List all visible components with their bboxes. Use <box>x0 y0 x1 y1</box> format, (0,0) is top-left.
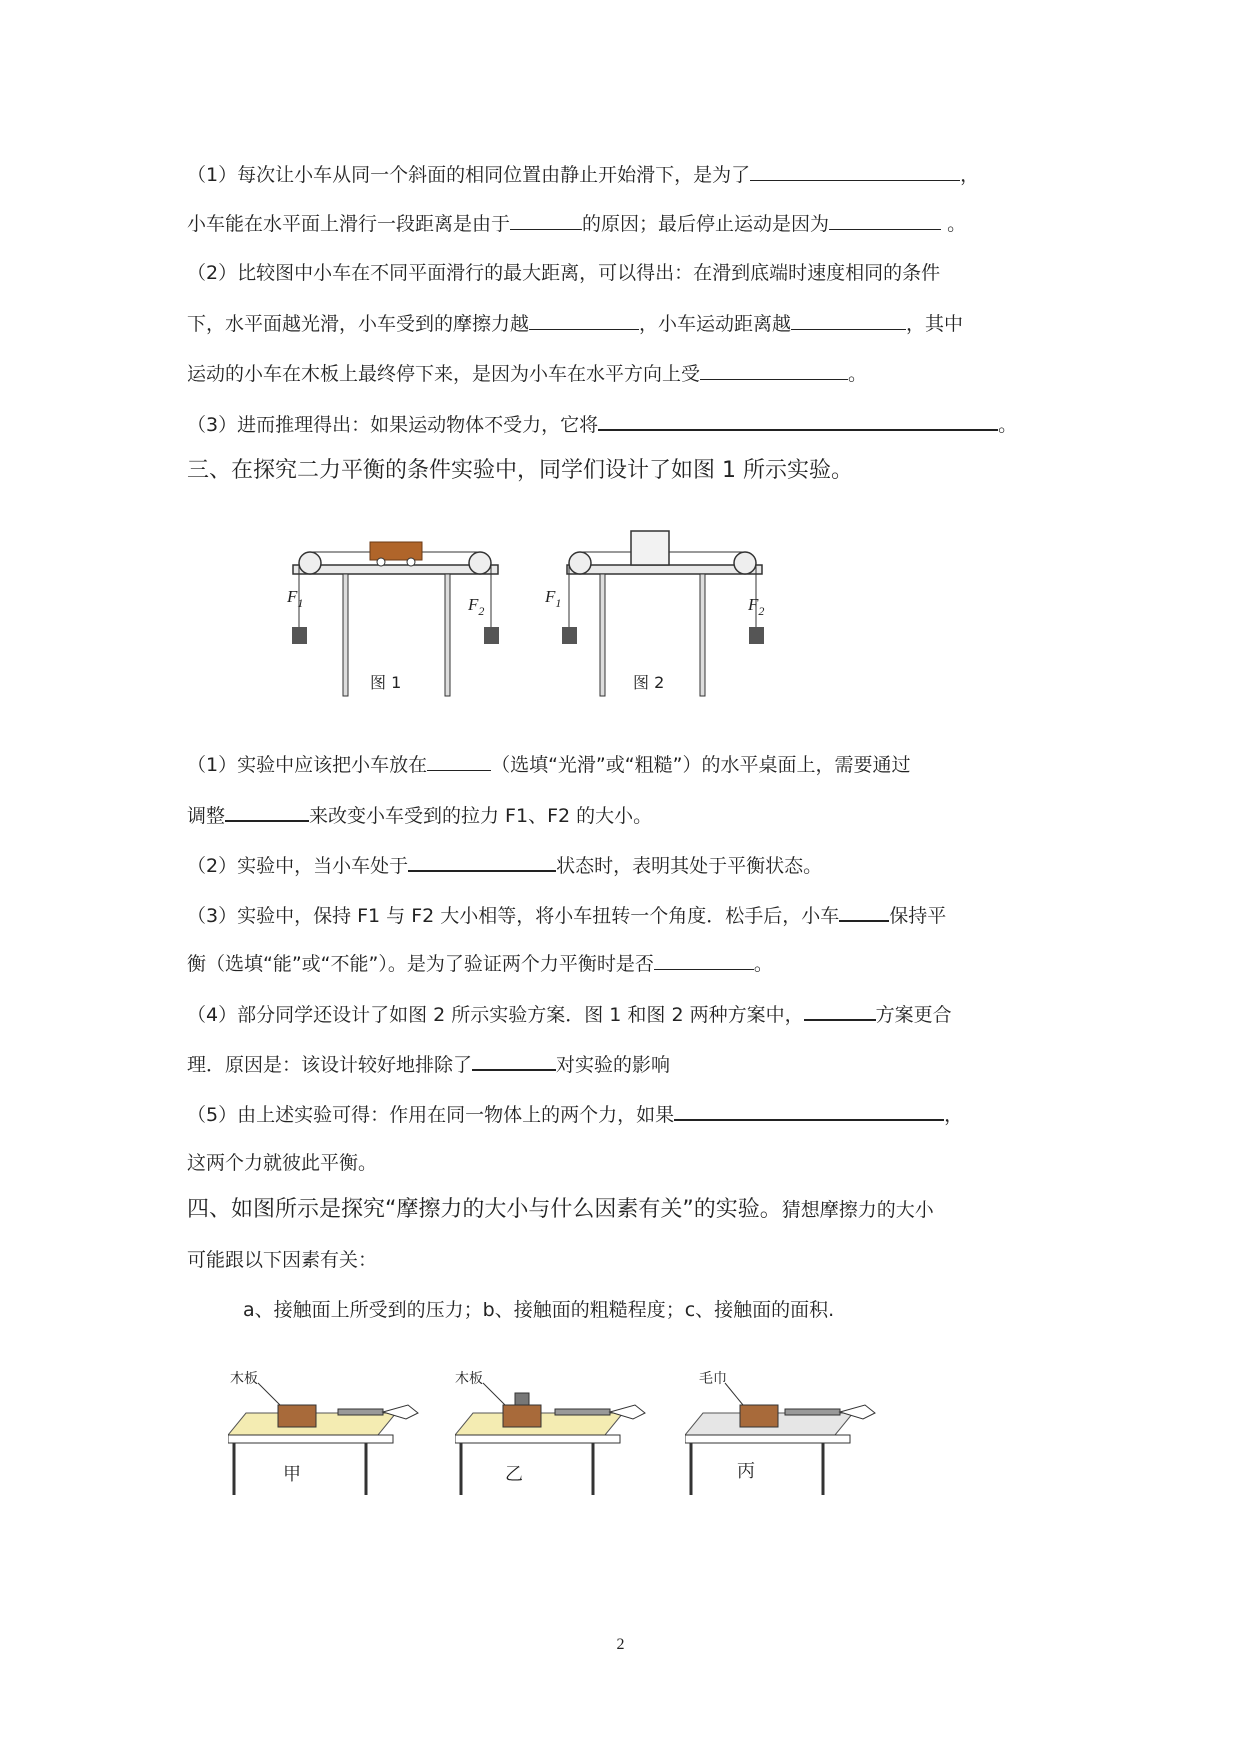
s2-q2-text-a: （2）比较图中小车在不同平面滑行的最大距离，可以得出：在滑到底端时速度相同的条件 <box>187 262 941 284</box>
fig2-weight-right <box>749 627 764 644</box>
fig2-weight-left <box>562 627 577 644</box>
fig2-pulley-right <box>734 552 756 574</box>
fig1-leg-left <box>343 574 348 696</box>
s2-q2-line1 <box>187 258 940 288</box>
fig1-weight-left <box>292 627 307 644</box>
s3-q5-line2: 这两个力就彼此平衡。 <box>187 1152 378 1174</box>
fig2-leg-left <box>600 574 605 696</box>
figure-2 <box>545 530 775 710</box>
s2-q2-text-c1: 运动的小车在木板上最终停下来，是因为小车在水平方向上受 <box>187 363 701 385</box>
fig1-tabletop <box>293 565 498 574</box>
s2-q2-blank-1[interactable] <box>529 308 639 330</box>
friction-figure-jia <box>228 1365 428 1515</box>
section4-factors: a、接触面上所受到的压力；b、接触面的粗糙程度；c、接触面的面积. <box>243 1299 835 1321</box>
s2-q1-blank-3[interactable] <box>829 208 941 230</box>
s3-q4-text-a2: 方案更合 <box>875 1004 952 1026</box>
s3-q4-text-b1: 理．原因是：该设计较好地排除了 <box>187 1054 473 1076</box>
jia-surface-label: 木板 <box>230 1371 258 1387</box>
fig2-pulley-left <box>569 552 591 574</box>
yi-surface-label: 木板 <box>455 1371 483 1387</box>
section4-heading-line2: 可能跟以下因素有关： <box>187 1249 378 1271</box>
fig1-caption: 图 1 <box>370 673 402 692</box>
s3-q3-text-a2: 保持平 <box>889 905 947 927</box>
fig1-f1-label: $F_1$ <box>287 587 304 610</box>
s2-q2-text-c2: 。 <box>848 363 868 385</box>
s2-q2-text-b1: 下，水平面越光滑，小车受到的摩擦力越 <box>187 313 530 335</box>
s2-q2-text-b2: ，小车运动距离越 <box>639 313 792 335</box>
s3-q5-text-a1: （5）由上述实验可得：作用在同一物体上的两个力，如果 <box>187 1104 675 1126</box>
bing-caption: 丙 <box>737 1461 755 1482</box>
fig1-f2-label: $F_2$ <box>468 595 485 618</box>
yi-label-pointer <box>483 1383 505 1405</box>
s3-q5-blank[interactable] <box>674 1098 944 1121</box>
s2-q1-text-a: （1）每次让小车从同一个斜面的相同位置由静止开始滑下，是为了 <box>187 164 751 186</box>
fig2-f1-label: $F_1$ <box>545 587 562 610</box>
s2-q1-line2 <box>187 208 966 239</box>
s3-q2-text-2: 状态时，表明其处于平衡状态。 <box>556 855 823 877</box>
s3-q4-text-b2: 对实验的影响 <box>556 1054 671 1076</box>
s3-q4-text-a1: （4）部分同学还设计了如图 2 所示实验方案．图 1 和图 2 两种方案中， <box>187 1004 804 1026</box>
s3-q2-text-1: （2）实验中，当小车处于 <box>187 855 409 877</box>
bing-table-edge <box>685 1435 850 1443</box>
fig2-leg-right <box>700 574 705 696</box>
s2-q3-text: （3）进而推理得出：如果运动物体不受力，它将 <box>187 414 599 436</box>
yi-spring-scale <box>555 1409 610 1415</box>
bing-spring-scale <box>785 1409 840 1415</box>
s2-q3-text-end: 。 <box>998 414 1018 436</box>
yi-weight <box>515 1393 529 1405</box>
s3-q2-line <box>187 849 822 881</box>
bing-label-pointer <box>725 1383 743 1405</box>
friction-figure-bing <box>685 1365 885 1515</box>
jia-label-pointer <box>258 1383 280 1405</box>
fig1-pulley-right <box>469 552 491 574</box>
jia-wood-block <box>278 1405 316 1427</box>
section4-heading-line1 <box>187 1195 934 1225</box>
fig1-cart-wheel-right <box>407 558 415 566</box>
yi-caption: 乙 <box>505 1464 523 1485</box>
s3-q3-line1 <box>187 899 946 931</box>
s3-q3-line2 <box>187 948 773 979</box>
s2-q3-line <box>187 408 1017 440</box>
fig2-block <box>631 531 669 565</box>
s3-q5-line1 <box>187 1098 963 1130</box>
s3-q1-line1 <box>187 749 910 780</box>
s3-q1-line2 <box>187 799 652 831</box>
fig2-f2-label: $F_2$ <box>748 595 765 618</box>
jia-caption: 甲 <box>283 1464 301 1485</box>
yi-table-edge <box>455 1435 620 1443</box>
s3-q1-blank-2[interactable] <box>225 799 309 822</box>
s3-q4-line2 <box>187 1048 670 1080</box>
s3-q3-text-b2: 。 <box>753 953 773 975</box>
jia-table-edge <box>228 1435 393 1443</box>
s2-q1-line1 <box>187 159 979 190</box>
s2-q2-line2 <box>187 308 963 339</box>
page-number: 2 <box>616 1636 625 1653</box>
fig1-leg-right <box>445 574 450 696</box>
section4-heading-tail: 猜想摩擦力的大小 <box>781 1199 934 1221</box>
s3-q3-blank-2[interactable] <box>654 948 754 970</box>
s2-q1-text-b1: 小车能在水平面上滑行一段距离是由于 <box>187 213 511 235</box>
s3-q1-text-a2: （选填“光滑”或“粗糙”）的水平桌面上，需要通过 <box>491 754 911 776</box>
s2-q2-text-b3: ，其中 <box>906 313 964 335</box>
section4-heading: 四、如图所示是探究“摩擦力的大小与什么因素有关”的实验。 <box>187 1197 782 1222</box>
fig1-cart-wheel-left <box>377 558 385 566</box>
s3-q3-text-b1: 衡（选填“能”或“不能”）。是为了验证两个力平衡时是否 <box>187 953 654 975</box>
s2-q2-line3 <box>187 358 867 389</box>
s3-q3-blank-1[interactable] <box>839 899 889 922</box>
friction-figure-yi <box>455 1365 655 1515</box>
bing-wood-block <box>740 1405 778 1427</box>
s3-q2-blank[interactable] <box>408 849 556 872</box>
s2-q1-text-b3: 。 <box>941 213 967 235</box>
s3-q3-text-a1: （3）实验中，保持 F1 与 F2 大小相等，将小车扭转一个角度．松手后，小车 <box>187 905 840 927</box>
s3-q4-blank-1[interactable] <box>804 998 876 1021</box>
s3-q1-blank-1[interactable] <box>427 749 491 771</box>
s2-q2-blank-3[interactable] <box>700 358 848 380</box>
fig2-caption: 图 2 <box>633 673 665 692</box>
s3-q1-text-b1: 调整 <box>187 805 226 827</box>
yi-wood-block <box>503 1405 541 1427</box>
s3-q4-line1 <box>187 998 952 1030</box>
s2-q3-blank[interactable] <box>598 408 998 431</box>
s3-q1-text-b2: 来改变小车受到的拉力 F1、F2 的大小。 <box>309 805 653 827</box>
s2-q1-text-a-end: ， <box>960 164 980 186</box>
fig1-pulley-left <box>299 552 321 574</box>
fig1-weight-right <box>484 627 499 644</box>
section3-heading: 三、在探究二力平衡的条件实验中，同学们设计了如图 1 所示实验。 <box>187 458 853 483</box>
s2-q1-blank-1[interactable] <box>750 159 960 181</box>
s3-q1-text-a1: （1）实验中应该把小车放在 <box>187 754 428 776</box>
s2-q1-blank-2[interactable] <box>510 208 582 230</box>
figure-1 <box>275 530 505 710</box>
fig2-tabletop <box>567 565 762 574</box>
s2-q1-text-b2: 的原因；最后停止运动是因为 <box>582 213 830 235</box>
s3-q4-blank-2[interactable] <box>472 1048 556 1071</box>
jia-spring-scale <box>338 1409 383 1415</box>
s2-q2-blank-2[interactable] <box>791 308 906 330</box>
bing-surface-label: 毛巾 <box>699 1371 727 1387</box>
fig1-cart <box>370 542 422 560</box>
s3-q5-text-a2: ， <box>944 1104 964 1126</box>
